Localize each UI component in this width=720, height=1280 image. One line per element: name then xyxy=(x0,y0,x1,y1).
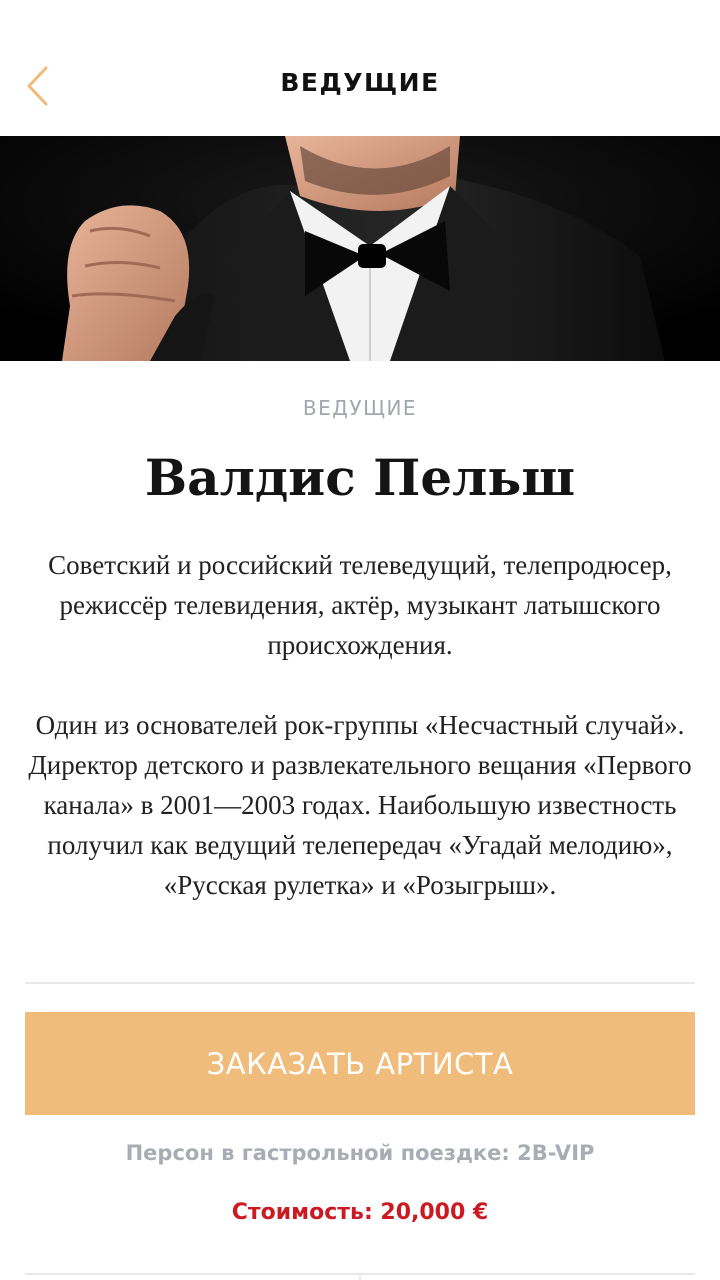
artist-photo xyxy=(0,136,720,361)
page-title: ВЕДУЩИЕ xyxy=(280,68,440,97)
artist-description-1 xyxy=(20,545,700,665)
artist-name: Валдис Пельш xyxy=(144,448,576,507)
price-info: Стоимость: 20,000 € xyxy=(231,1200,489,1225)
order-artist-button[interactable]: ЗАКАЗАТЬ АРТИСТА xyxy=(25,1012,695,1115)
description-paragraph: Один из основателей рок-группы «Несчастный случай». Директор детского и развлекательного вещания «Первого канала» в 2001—2003 годах. Наибольшую известность получил как ведущий телепередач «Угадай мелодию», «Русская рулетка» и «Розыгрыш». xyxy=(28,710,692,900)
artist-category: ВЕДУЩИЕ xyxy=(302,396,418,420)
description-paragraph: Советский и российский телеведущий, телепродюсер, режиссёр телевидения, актёр, музыкант латышского происхождения. xyxy=(48,550,672,660)
divider xyxy=(25,982,695,984)
persons-info: Персон в гастрольной поездке: 2B-VIP xyxy=(125,1141,595,1165)
artist-description-2 xyxy=(20,705,700,905)
divider xyxy=(359,1273,361,1280)
top-bar xyxy=(0,0,720,136)
